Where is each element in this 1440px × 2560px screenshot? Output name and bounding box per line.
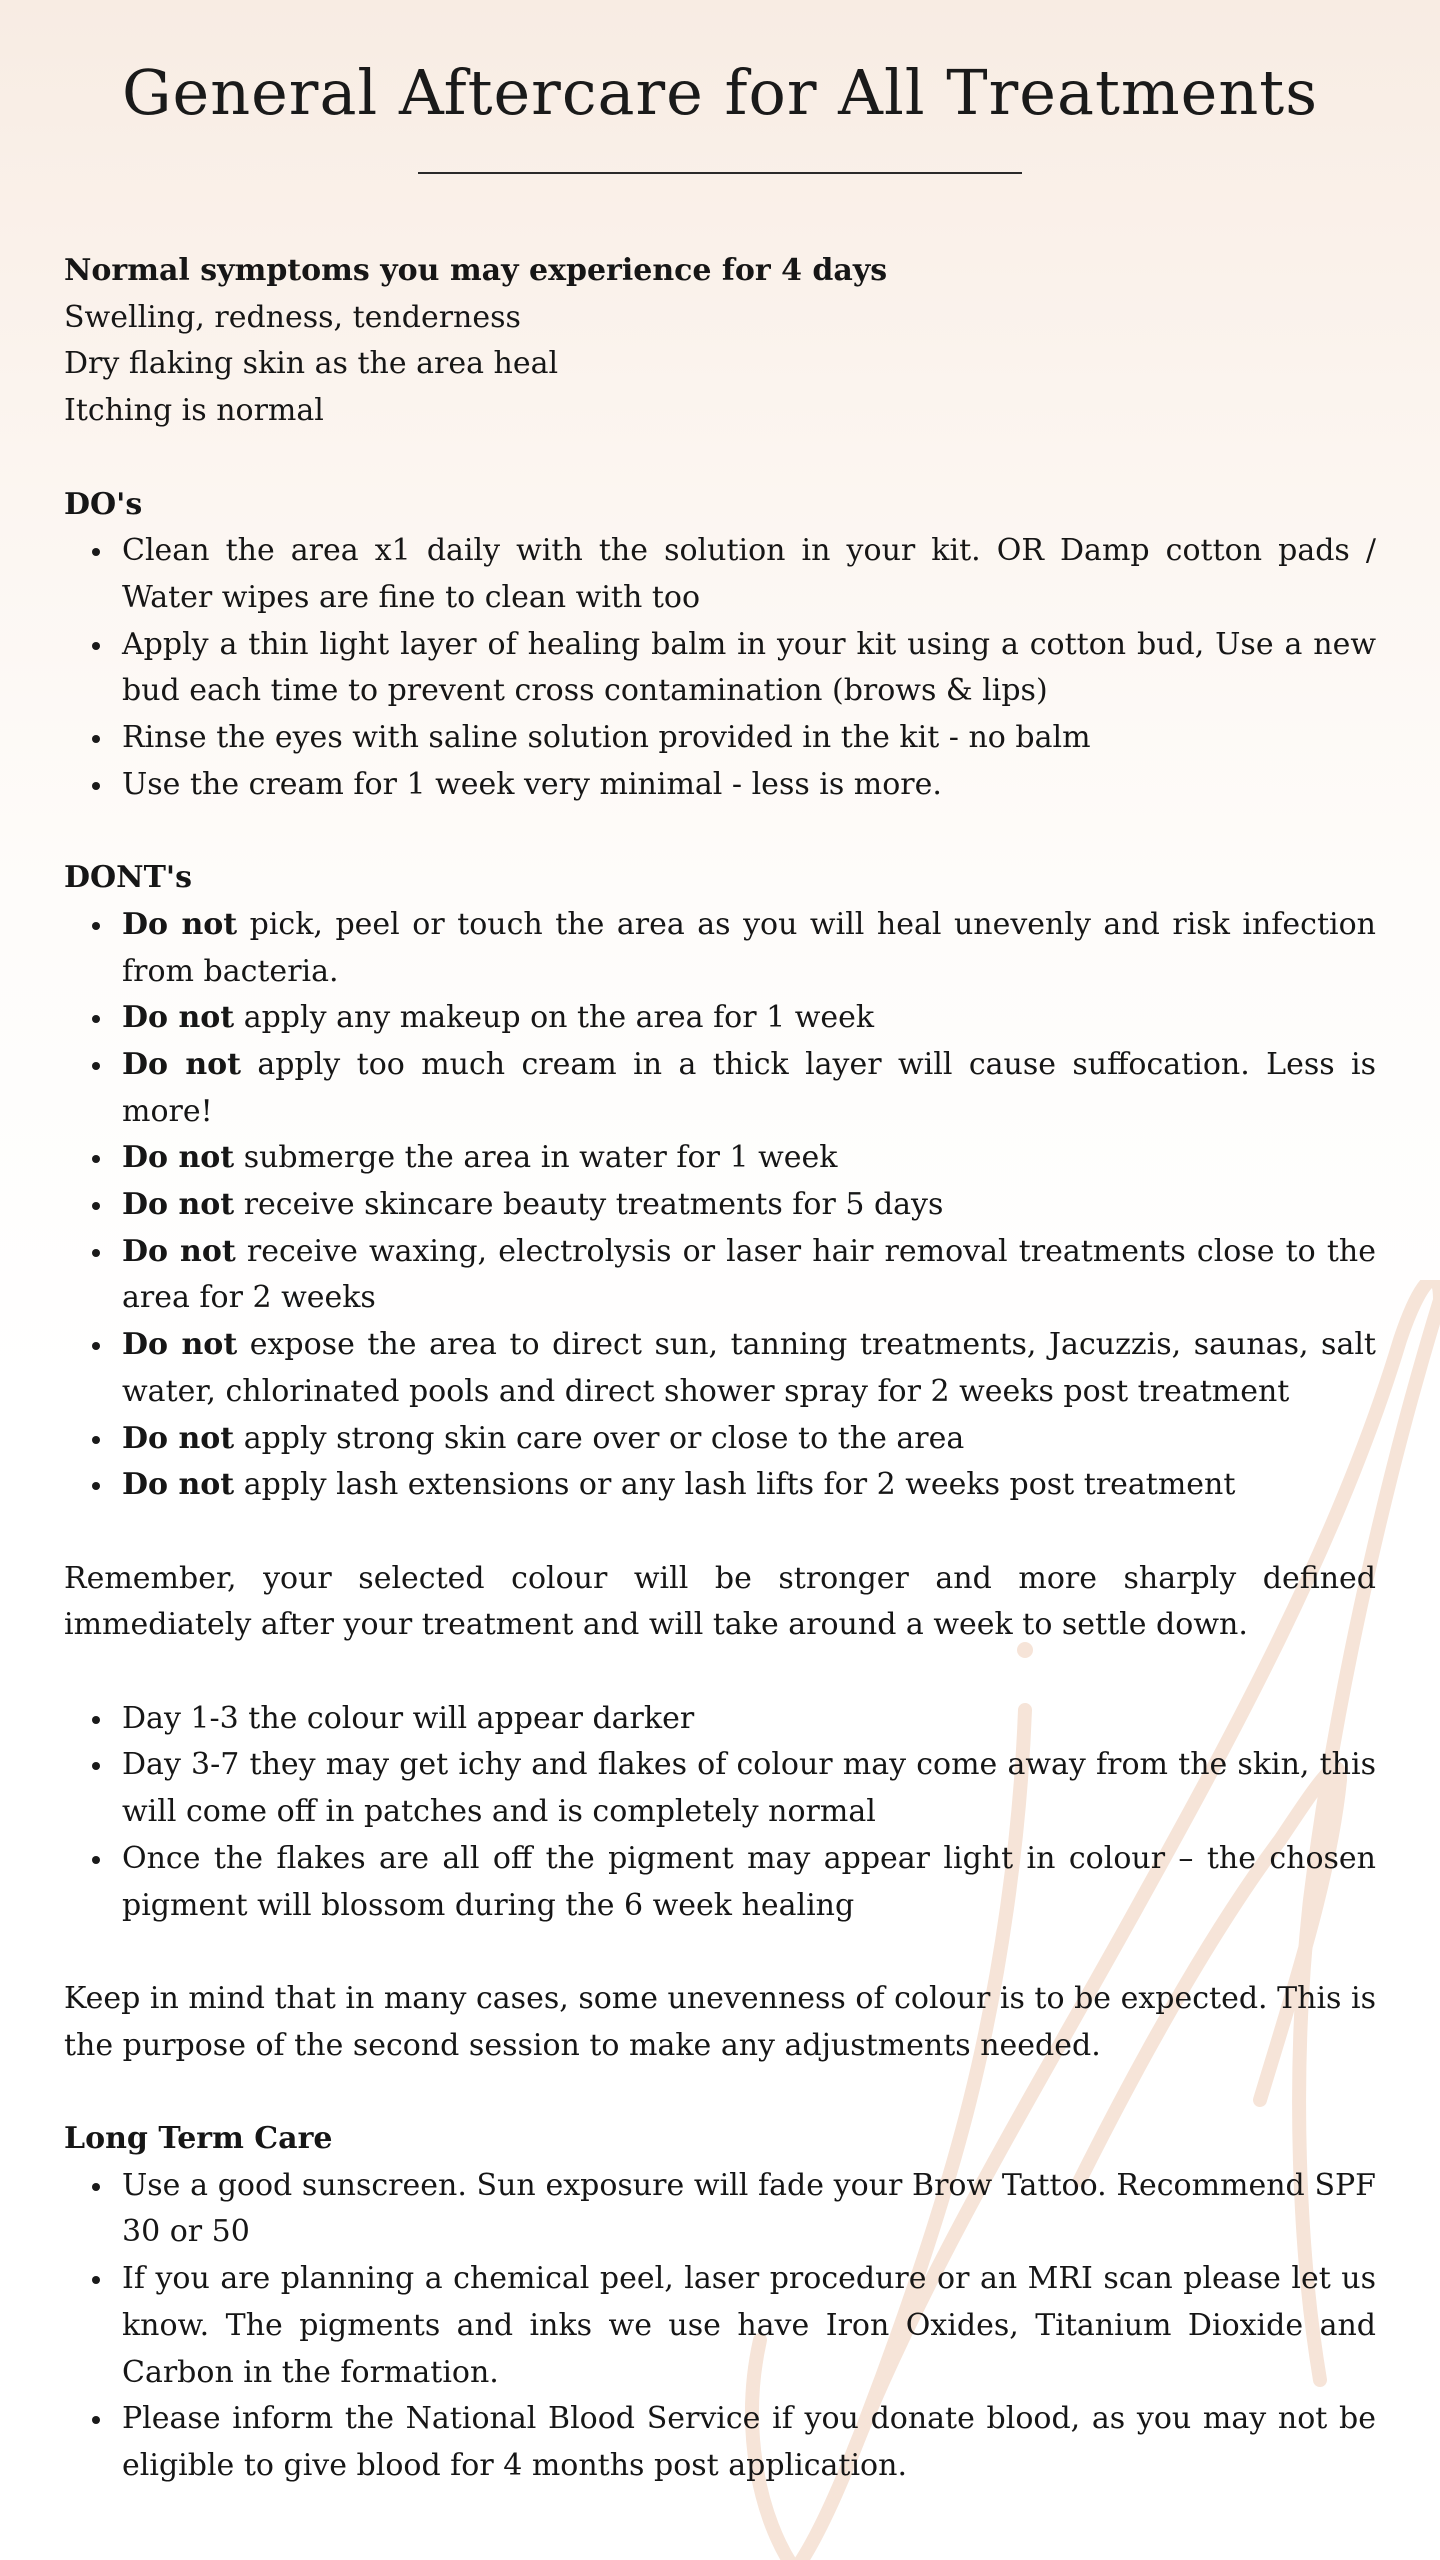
do-not-label: Do not [122, 1467, 235, 1503]
long-term-list [64, 2163, 1376, 2490]
do-not-label: Do not [122, 1233, 236, 1269]
page-title: General Aftercare for All Treatments [121, 56, 1319, 129]
list-item [122, 1182, 1376, 1229]
dont-text: receive waxing, electrolysis or laser hair removal treatments close to the area for 2 weeks [122, 1233, 1376, 1316]
do-not-label: Do not [122, 1046, 242, 1082]
list-item: Clean the area x1 daily with the solution in your kit. OR Damp cotton pads / Water wipes are fine to clean with too [122, 528, 1376, 621]
do-not-label: Do not [122, 1327, 238, 1363]
symptom-line: Swelling, redness, tenderness [64, 299, 521, 335]
list-item [122, 1229, 1376, 1322]
list-item: Day 1-3 the colour will appear darker [122, 1696, 1376, 1743]
list-item: Rinse the eyes with saline solution provided in the kit - no balm [122, 715, 1376, 762]
do-not-label: Do not [122, 1140, 235, 1176]
long-term-section [64, 2116, 1376, 2490]
do-not-label: Do not [122, 1000, 235, 1036]
keep-in-mind-paragraph: Keep in mind that in many cases, some unevenness of colour is to be expected. This is the purpose of the second session to make any adjustments needed. [64, 1980, 1376, 2063]
dont-text: pick, peel or touch the area as you will heal unevenly and risk infection from bacteria. [122, 906, 1376, 989]
long-term-heading: Long Term Care [64, 2121, 333, 2157]
list-item: Use a good sunscreen. Sun exposure will fade your Brow Tattoo. Recommend SPF 30 or 50 [122, 2163, 1376, 2256]
list-item: Once the flakes are all off the pigment may appear light in colour – the chosen pigment will blossom during the 6 week healing [122, 1836, 1376, 1929]
symptom-line: Dry flaking skin as the area heal [64, 346, 559, 382]
list-item [122, 1135, 1376, 1182]
dos-section [64, 482, 1376, 809]
donts-heading: DONT's [64, 860, 192, 896]
symptoms-section [64, 248, 1376, 435]
healing-days-list [64, 1696, 1376, 1930]
dont-text: apply lash extensions or any lash lifts for 2 weeks post treatment [234, 1467, 1236, 1503]
dont-text: apply too much cream in a thick layer will cause suffocation. Less is more! [122, 1046, 1376, 1129]
list-item: If you are planning a chemical peel, laser procedure or an MRI scan please let us know. The pigments and inks we use have Iron Oxides, Titanium Dioxide and Carbon in the formation. [122, 2256, 1376, 2396]
list-item [122, 902, 1376, 995]
dont-text: receive skincare beauty treatments for 5 days [234, 1187, 944, 1223]
do-not-label: Do not [122, 1420, 235, 1456]
list-item [122, 1462, 1376, 1509]
dos-heading: DO's [64, 486, 143, 522]
title-divider [418, 172, 1022, 174]
keep-in-mind-section [64, 1976, 1376, 2069]
list-item: Day 3-7 they may get ichy and flakes of colour may come away from the skin, this will come off in patches and is completely normal [122, 1742, 1376, 1835]
dont-text: expose the area to direct sun, tanning treatments, Jacuzzis, saunas, salt water, chlorinated pools and direct shower spray for 2 weeks post treatment [122, 1327, 1376, 1409]
dont-text: submerge the area in water for 1 week [234, 1140, 838, 1176]
healing-section [64, 1696, 1376, 1930]
list-item [122, 1416, 1376, 1463]
do-not-label: Do not [122, 906, 238, 942]
dos-list [64, 528, 1376, 808]
document-body [64, 248, 1376, 2490]
remember-section [64, 1556, 1376, 1649]
list-item [122, 995, 1376, 1042]
dont-text: apply any makeup on the area for 1 week [234, 1000, 875, 1036]
list-item: Use the cream for 1 week very minimal - less is more. [122, 762, 1376, 809]
list-item [122, 1322, 1376, 1415]
symptom-line: Itching is normal [64, 393, 324, 429]
symptoms-heading: Normal symptoms you may experience for 4 days [64, 253, 888, 288]
donts-section [64, 855, 1376, 1509]
list-item: Apply a thin light layer of healing balm in your kit using a cotton bud, Use a new bud each time to prevent cross contamination (brows & lips) [122, 622, 1376, 715]
dont-text: apply strong skin care over or close to the area [234, 1420, 965, 1456]
do-not-label: Do not [122, 1187, 235, 1223]
list-item: Please inform the National Blood Service if you donate blood, as you may not be eligible to give blood for 4 months post application. [122, 2396, 1376, 2489]
list-item [122, 1042, 1376, 1135]
donts-list [64, 902, 1376, 1509]
remember-paragraph: Remember, your selected colour will be stronger and more sharply defined immediately after your treatment and will take around a week to settle down. [64, 1560, 1376, 1643]
